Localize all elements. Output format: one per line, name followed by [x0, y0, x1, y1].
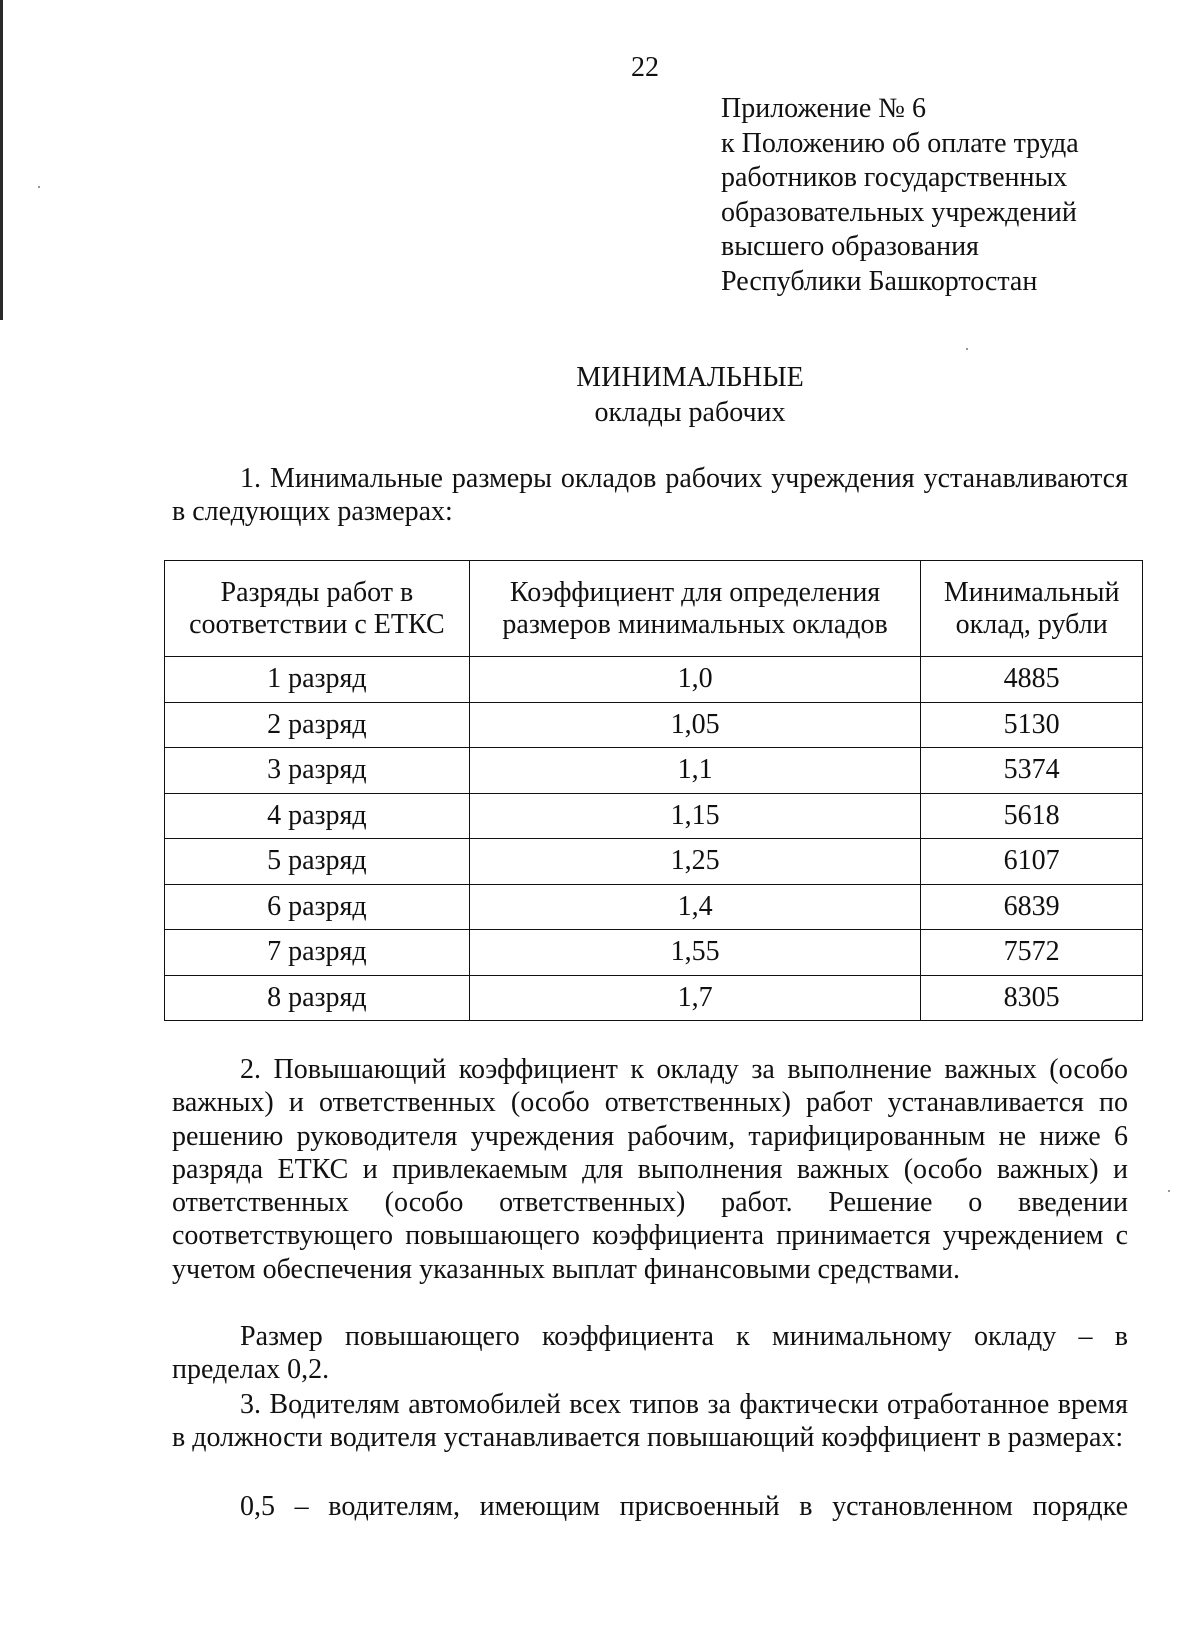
header-salary: Минимальный оклад, рубли — [921, 561, 1143, 657]
appendix-line: к Положению об оплате труда — [721, 127, 1079, 159]
appendix-line: Приложение № 6 — [721, 93, 926, 124]
table-row — [165, 793, 1143, 839]
cell-salary: 6107 — [921, 839, 1143, 885]
paragraph-1: 1. Минимальные размеры окладов рабочих учреждения устанавливаются в следующих размерах: — [172, 463, 1128, 528]
cell-grade: 1 разряд — [165, 657, 470, 703]
cell-salary: 5374 — [921, 748, 1143, 794]
appendix-line: высшего образования — [721, 231, 979, 262]
header-grade: Разряды работ в соответствии с ЕТКС — [165, 561, 470, 657]
cell-salary: 6839 — [921, 884, 1143, 930]
scan-edge-shadow — [0, 0, 3, 320]
table-row — [165, 975, 1143, 1021]
cell-grade: 7 разряд — [165, 930, 470, 976]
cell-coefficient: 1,25 — [469, 839, 921, 885]
cell-salary: 8305 — [921, 975, 1143, 1021]
cell-grade: 6 разряд — [165, 884, 470, 930]
cell-salary: 4885 — [921, 657, 1143, 703]
cell-grade: 8 разряд — [165, 975, 470, 1021]
table-row — [165, 657, 1143, 703]
document-title — [0, 360, 1200, 430]
cell-grade: 4 разряд — [165, 793, 470, 839]
cell-coefficient: 1,4 — [469, 884, 921, 930]
page-number: 22 — [631, 52, 659, 83]
scan-speck — [38, 186, 40, 188]
table-row — [165, 748, 1143, 794]
cell-grade: 2 разряд — [165, 702, 470, 748]
scan-speck — [1168, 1190, 1170, 1192]
appendix-line: образовательных учреждений — [721, 196, 1077, 228]
cell-coefficient: 1,05 — [469, 702, 921, 748]
cell-grade: 5 разряд — [165, 839, 470, 885]
scan-speck — [966, 348, 968, 350]
paragraph-2b: Размер повышающего коэффициента к минимальному окладу – в пределах 0,2. — [172, 1321, 1128, 1386]
cell-coefficient: 1,15 — [469, 793, 921, 839]
cell-salary: 5618 — [921, 793, 1143, 839]
cell-coefficient: 1,55 — [469, 930, 921, 976]
table-row — [165, 930, 1143, 976]
table-header-row — [165, 561, 1143, 657]
table-row — [165, 702, 1143, 748]
paragraph-2: 2. Повышающий коэффициент к окладу за выполнение важных (особо важных) и ответственных (особо ответственных) работ устанавливается по решению руководителя учреждения рабочим, тарифицированным не ниже 6 разряда ЕТКС и привлекаемым для выполнения важных (особо важных) и ответственных (особо ответственных) работ. Решение о введении соответствующего повышающего коэффициента принимается учреждением с учетом обеспечения указанных выплат финансовыми средствами. — [172, 1054, 1128, 1285]
cell-grade: 3 разряд — [165, 748, 470, 794]
appendix-line: Республики Башкортостан — [721, 265, 1038, 297]
cell-salary: 5130 — [921, 702, 1143, 748]
salary-table — [164, 560, 1143, 1021]
paragraph-3: 3. Водителям автомобилей всех типов за фактически отработанное время в должности водителя устанавливается повышающий коэффициент в размерах: — [172, 1389, 1128, 1454]
cell-coefficient: 1,1 — [469, 748, 921, 794]
paragraph-4: 0,5 – водителям, имеющим присвоенный в установленном порядке — [240, 1491, 1128, 1522]
table-row — [165, 839, 1143, 885]
table-row — [165, 884, 1143, 930]
cell-coefficient: 1,0 — [469, 657, 921, 703]
appendix-line: работников государственных — [721, 162, 1068, 193]
cell-coefficient: 1,7 — [469, 975, 921, 1021]
appendix-header — [721, 92, 1079, 299]
cell-salary: 7572 — [921, 930, 1143, 976]
title-sub: оклады рабочих — [594, 397, 786, 428]
header-coefficient: Коэффициент для определения размеров минимальных окладов — [469, 561, 921, 657]
title-main: МИНИМАЛЬНЫЕ — [576, 362, 804, 393]
